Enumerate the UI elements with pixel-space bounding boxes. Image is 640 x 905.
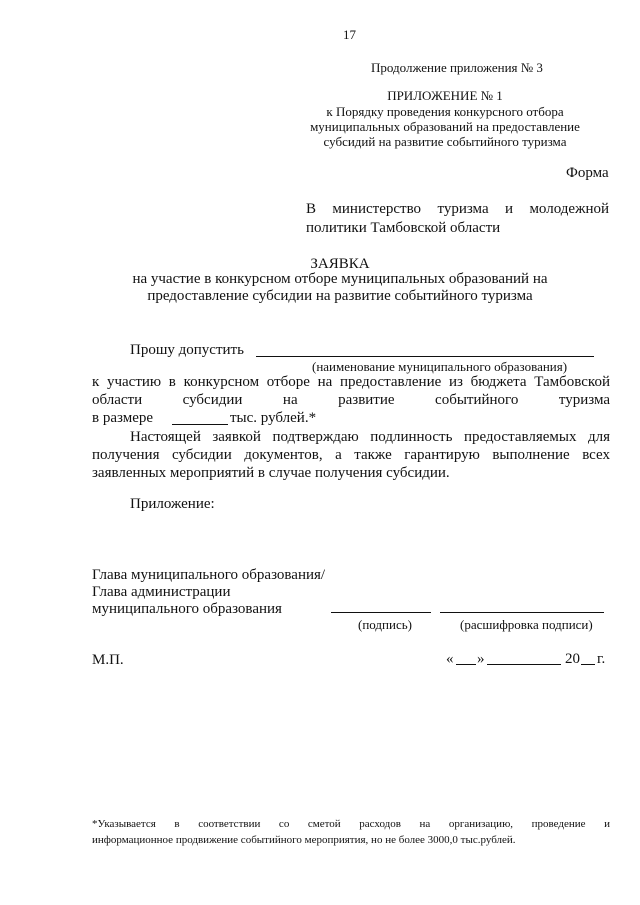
confirmation-line: заявленных мероприятий в случае получения субсидии. xyxy=(92,465,450,481)
addressee-line: В министерство туризма и молодежной xyxy=(306,201,609,217)
date-open-quote: « xyxy=(446,651,454,667)
stamp-label: М.П. xyxy=(92,652,124,668)
request-line: к участию в конкурсном отборе на предоставление из бюджета Тамбовской xyxy=(92,374,610,390)
confirmation-line: Настоящей заявкой подтверждаю подлинность предоставляемых для xyxy=(130,429,610,445)
month-field-line[interactable] xyxy=(487,664,561,665)
request-label: Прошу допустить xyxy=(130,342,244,358)
heading-title: ЗАЯВКА xyxy=(310,256,370,272)
addressee-line: политики Тамбовской области xyxy=(306,220,501,236)
day-field-line[interactable] xyxy=(456,664,476,665)
signature-decoding-hint: (расшифровка подписи) xyxy=(460,617,593,632)
year-prefix: 20 xyxy=(565,651,580,667)
signature-decoding-line[interactable] xyxy=(440,612,604,613)
year-suffix: г. xyxy=(597,651,606,667)
signature-line[interactable] xyxy=(331,612,431,613)
page-number: 17 xyxy=(343,27,356,42)
appendix-title: ПРИЛОЖЕНИЕ № 1 xyxy=(387,88,503,103)
footnote-line: *Указывается в соответствии со сметой расходов на организацию, проведение и xyxy=(92,818,610,830)
appendix-line: муниципальных образований на предоставление xyxy=(310,119,580,134)
heading-line: предоставление субсидии на развитие событийного туризма xyxy=(147,288,533,304)
amount-prefix: в размере xyxy=(92,410,154,426)
confirmation-line: получения субсидии документов, а также гарантирую выполнение всех xyxy=(92,447,610,463)
appendix-continuation: Продолжение приложения № 3 xyxy=(371,60,543,75)
signatory-line: Глава муниципального образования/ xyxy=(92,567,326,583)
appendix-line: субсидий на развитие событийного туризма xyxy=(323,134,567,149)
amount-field-line[interactable] xyxy=(172,424,228,425)
municipality-name-line[interactable] xyxy=(256,356,594,357)
heading-line: на участие в конкурсном отборе муниципальных образований на xyxy=(132,271,548,287)
form-label: Форма xyxy=(566,165,609,181)
signatory-line: муниципального образования xyxy=(92,601,282,617)
signature-hint: (подпись) xyxy=(358,617,412,632)
appendix-line: к Порядку проведения конкурсного отбора xyxy=(326,104,564,119)
attachment-label: Приложение: xyxy=(130,496,215,512)
footnote-line: информационное продвижение событийного мероприятия, но не более 3000,0 тыс.рублей. xyxy=(92,834,516,846)
request-line: области субсидии на развитие событийного туризма xyxy=(92,392,610,408)
signatory-line: Глава администрации xyxy=(92,584,231,600)
municipality-name-hint: (наименование муниципального образования) xyxy=(312,359,568,374)
amount-suffix: тыс. рублей.* xyxy=(230,410,317,426)
year-field-line[interactable] xyxy=(581,664,595,665)
date-close-quote: » xyxy=(477,651,485,667)
